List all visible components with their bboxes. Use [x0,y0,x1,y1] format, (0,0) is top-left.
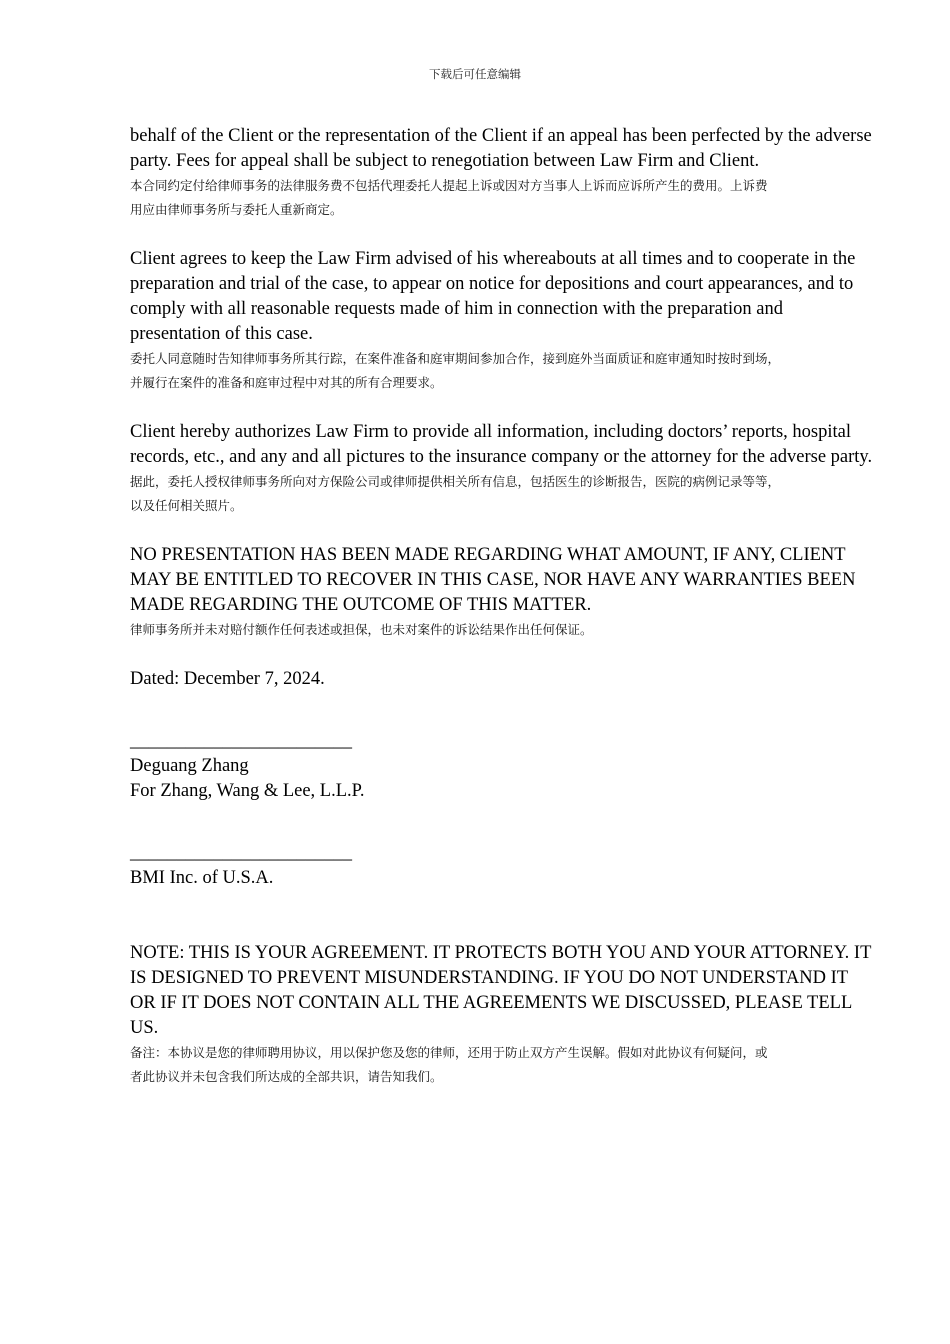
signature-line: ________________________ [130,843,352,863]
signer-name: BMI Inc. of U.S.A. [130,868,274,888]
page-header: 下载后可任意编辑 [429,67,521,81]
dated-line: Dated: December 7, 2024. [130,669,325,689]
document-body [130,124,875,1089]
signer-organization: For Zhang, Wang & Lee, L.L.P. [130,781,365,801]
paragraph-chinese-line: 用应由律师事务所与委托人重新商定。 [130,202,343,217]
note-chinese-line: 备注：本协议是您的律师聘用协议，用以保护您及您的律师，还用于防止双方产生误解。假如对此协议有何疑问，或 [130,1045,768,1060]
note-paragraph [130,941,875,1089]
paragraph-chinese-line: 委托人同意随时告知律师事务所其行踪，在案件准备和庭审期间参加合作，接到庭外当面质证和庭审通知时按时到场， [130,351,781,366]
paragraph-client-cooperation [130,247,875,395]
paragraph-chinese-line: 据此，委托人授权律师事务所向对方保险公司或律师提供相关所有信息，包括医生的诊断报告，医院的病例记录等等， [130,474,781,489]
signature-block-client [130,841,875,891]
paragraph-appeal-fees [130,124,875,222]
signer-name: Deguang Zhang [130,756,249,776]
signature-block-firm [130,729,875,804]
signature-line: ________________________ [130,731,352,751]
paragraph-chinese-line: 律师事务所并未对赔付额作任何表述或担保，也未对案件的诉讼结果作出任何保证。 [130,622,593,637]
paragraph-english: behalf of the Client or the representation of the Client if an appeal has been perfected by the adverse party. Fees for appeal shall be subject to renegotiation between Law Firm and Client. [130,126,872,171]
paragraph-english: Client agrees to keep the Law Firm advised of his whereabouts at all times and to cooperate in the preparation and trial of the case, to appear on notice for depositions and court appearances, and to comply with all reasonable requests made of him in connection with the preparation and presentation of this case. [130,249,856,344]
note-english: NOTE: THIS IS YOUR AGREEMENT. IT PROTECTS BOTH YOU AND YOUR ATTORNEY. IT IS DESIGNED TO PREVENT MISUNDERSTANDING. IF YOU DO NOT UNDERSTAND IT OR IF IT DOES NOT CONTAIN ALL THE AGREEMENTS WE DISCUSSED, PLEASE TELL US. [130,943,872,1038]
paragraph-chinese-line: 本合同约定付给律师事务的法律服务费不包括代理委托人提起上诉或因对方当事人上诉而应诉所产生的费用。上诉费 [130,178,768,193]
paragraph-chinese-line: 以及任何相关照片。 [130,498,243,513]
paragraph-chinese-line: 并履行在案件的准备和庭审过程中对其的所有合理要求。 [130,375,443,390]
paragraph-authorization [130,420,875,518]
paragraph-english: NO PRESENTATION HAS BEEN MADE REGARDING WHAT AMOUNT, IF ANY, CLIENT MAY BE ENTITLED TO RECOVER IN THIS CASE, NOR HAVE ANY WARRANTIES BEEN MADE REGARDING THE OUTCOME OF THIS MATTER. [130,545,856,615]
note-chinese-line: 者此协议并未包含我们所达成的全部共识，请告知我们。 [130,1069,443,1084]
paragraph-english: Client hereby authorizes Law Firm to provide all information, including doctors’ reports, hospital records, etc., and any and all pictures to the insurance company or the attorney for the adverse party. [130,422,873,467]
paragraph-no-warranty [130,543,875,642]
